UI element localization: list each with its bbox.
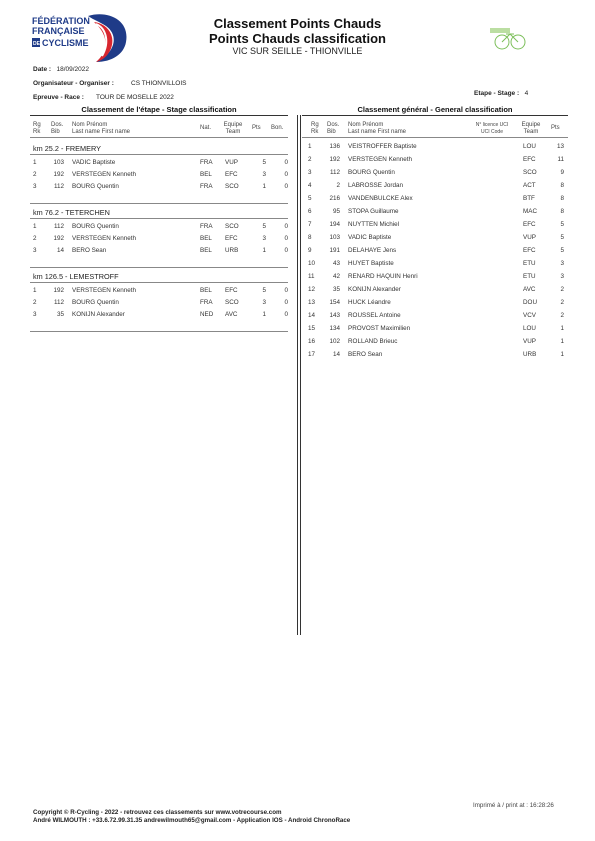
cell-bib: 35	[56, 311, 64, 318]
cell-rank: 1	[33, 159, 37, 166]
stage-label: Etape - Stage :	[474, 90, 520, 97]
sprint-end-rule	[30, 267, 288, 268]
cell-team: VCV	[523, 312, 536, 319]
cell-bib: 134	[329, 325, 340, 332]
stage-title-rule	[30, 115, 288, 116]
cell-pts: 9	[560, 169, 564, 176]
cell-rank: 3	[308, 169, 312, 176]
cell-name: STOPA Guillaume	[348, 208, 399, 215]
cell-name: VADIC Baptiste	[348, 234, 392, 241]
ffc-logo-line2: FRANÇAISE	[32, 26, 85, 36]
cell-name: BERO Sean	[72, 247, 107, 254]
cell-team: SCO	[225, 223, 239, 230]
sprint-end-rule	[30, 203, 288, 204]
cell-name: NUYTTEN Michiel	[348, 221, 400, 228]
column-divider	[297, 115, 298, 635]
cell-bon: 0	[284, 299, 288, 306]
cell-name: KONIJN Alexander	[72, 311, 125, 318]
cell-name: HUCK Léandre	[348, 299, 391, 306]
cell-pts: 3	[560, 273, 564, 280]
title-en: Points Chauds classification	[209, 31, 386, 46]
cell-pts: 5	[262, 287, 266, 294]
cell-team: VUP	[523, 338, 536, 345]
general-header-team: Equipe Team	[521, 122, 541, 135]
cell-bib: 192	[53, 235, 64, 242]
cell-name: PROVOST Maximilien	[348, 325, 411, 332]
cell-nat: FRA	[200, 299, 213, 306]
cell-name: VERSTEGEN Kenneth	[348, 156, 413, 163]
stage-header-bib: Dos. Bib	[51, 122, 64, 135]
race-value: TOUR DE MOSELLE 2022	[96, 94, 174, 101]
cell-pts: 3	[262, 235, 266, 242]
cell-pts: 11	[557, 156, 564, 163]
date-row	[33, 66, 89, 73]
ffc-logo-de: DE	[33, 41, 40, 47]
general-classification-title: Classement général - General classification	[357, 105, 513, 114]
cell-pts: 5	[560, 234, 564, 241]
cell-team: BTF	[523, 195, 535, 202]
cell-bib: 194	[329, 221, 340, 228]
cell-bib: 2	[336, 182, 340, 189]
sprint-end-rule	[30, 331, 288, 332]
general-header-licence: N° licence UCI UCI Code	[475, 122, 509, 135]
cell-rank: 5	[308, 195, 312, 202]
cell-team: EFC	[225, 287, 238, 294]
cell-bon: 0	[284, 247, 288, 254]
cell-bon: 0	[284, 287, 288, 294]
cell-nat: BEL	[200, 171, 212, 178]
cell-name: VADIC Baptiste	[72, 159, 116, 166]
cell-rank: 1	[308, 143, 312, 150]
cell-pts: 13	[556, 143, 564, 150]
cell-pts: 5	[262, 159, 266, 166]
cell-pts: 8	[560, 208, 564, 215]
cell-name: VERSTEGEN Kenneth	[72, 171, 137, 178]
race-logo	[486, 26, 530, 52]
date-label: Date :	[33, 66, 52, 73]
cell-nat: BEL	[200, 287, 212, 294]
cell-nat: FRA	[200, 223, 213, 230]
cell-rank: 6	[308, 208, 312, 215]
cell-name: BOURG Quentin	[72, 183, 119, 190]
cell-team: EFC	[523, 156, 536, 163]
cell-nat: FRA	[200, 183, 213, 190]
cell-name: HUYET Baptiste	[348, 260, 394, 267]
cell-rank: 4	[308, 182, 312, 189]
race-label: Epreuve - Race :	[33, 94, 84, 101]
cell-pts: 5	[560, 221, 564, 228]
cell-rank: 17	[308, 351, 316, 358]
contact: André WILMOUTH : +33.6.72.99.31.35 andrewilmouth65@gmail.com - Application IOS - Android ChronoRace	[33, 817, 351, 824]
cell-team: ACT	[523, 182, 536, 189]
general-header-bib: Dos. Bib	[327, 122, 340, 135]
cell-pts: 1	[262, 247, 266, 254]
cell-bib: 103	[53, 159, 64, 166]
cell-bib: 136	[329, 143, 340, 150]
cell-pts: 3	[262, 299, 266, 306]
ffc-logo-line1: FÉDÉRATION	[32, 16, 90, 26]
general-title-rule	[302, 115, 568, 116]
cell-team: VUP	[225, 159, 238, 166]
stage-header-name: Nom Prénom Last name First name	[72, 122, 131, 135]
stage-classification-title: Classement de l'étape - Stage classification	[81, 105, 237, 114]
cell-rank: 1	[33, 223, 37, 230]
general-header-name: Nom Prénom Last name First name	[348, 122, 407, 135]
cell-nat: NED	[200, 311, 214, 318]
cell-name: VEISTROFFER Baptiste	[348, 143, 417, 150]
cell-rank: 10	[308, 260, 316, 267]
cell-team: EFC	[523, 247, 536, 254]
cell-team: AVC	[225, 311, 238, 318]
cell-bib: 154	[329, 299, 340, 306]
stage-header-pts: Pts	[252, 125, 261, 131]
cell-rank: 9	[308, 247, 312, 254]
cell-rank: 8	[308, 234, 312, 241]
cell-bib: 112	[53, 299, 64, 306]
cell-name: BOURG Quentin	[348, 169, 395, 176]
ffc-logo	[30, 12, 132, 64]
stage-value: 4	[524, 90, 529, 97]
organiser-label: Organisateur - Organiser :	[33, 80, 114, 87]
copyright: Copyright © R-Cycling - 2022 - retrouvez ces classements sur www.votrecourse.com	[33, 809, 282, 816]
cell-bib: 95	[332, 208, 340, 215]
cell-rank: 14	[308, 312, 316, 319]
ffc-logo-line3: CYCLISME	[42, 38, 89, 48]
cell-pts: 1	[262, 311, 266, 318]
cell-team: URB	[225, 247, 239, 254]
cell-bib: 191	[329, 247, 340, 254]
cell-name: BOURG Quentin	[72, 223, 119, 230]
cell-name: LABROSSE Jordan	[348, 182, 403, 189]
cell-pts: 1	[560, 338, 564, 345]
cell-team: AVC	[523, 286, 536, 293]
cell-rank: 2	[33, 171, 37, 178]
cell-team: EFC	[225, 171, 238, 178]
cell-name: BERO Sean	[348, 351, 383, 358]
cell-bon: 0	[284, 183, 288, 190]
stage-header-team: Equipe Team	[223, 122, 243, 135]
cell-team: SCO	[523, 169, 537, 176]
cell-pts: 5	[560, 247, 564, 254]
cell-name: BOURG Quentin	[72, 299, 119, 306]
cell-name: ROUSSEL Antoine	[348, 312, 401, 319]
cell-bib: 192	[53, 287, 64, 294]
cell-bon: 0	[284, 171, 288, 178]
cell-bib: 143	[329, 312, 340, 319]
cell-pts: 8	[560, 195, 564, 202]
cell-team: MAC	[523, 208, 537, 215]
title-fr: Classement Points Chauds	[213, 16, 382, 31]
cell-bib: 42	[332, 273, 340, 280]
cell-pts: 2	[560, 299, 564, 306]
cell-name: RENARD HAQUIN Henri	[348, 273, 418, 280]
cell-pts: 2	[560, 312, 564, 319]
cell-rank: 13	[308, 299, 316, 306]
stage-row	[474, 90, 528, 97]
cell-bib: 112	[53, 183, 64, 190]
cell-rank: 1	[33, 287, 37, 294]
cell-pts: 1	[262, 183, 266, 190]
cell-rank: 3	[33, 311, 37, 318]
route: VIC SUR SEILLE - THIONVILLE	[232, 46, 363, 56]
cell-rank: 12	[308, 286, 316, 293]
cell-name: VANDENBULCKE Alex	[348, 195, 413, 202]
sprint-label: km 126.5 - LEMESTROFF	[33, 272, 119, 281]
cell-team: ETU	[523, 260, 536, 267]
column-divider-2	[300, 115, 301, 635]
cell-nat: BEL	[200, 235, 212, 242]
cell-team: URB	[523, 351, 537, 358]
cell-bib: 35	[332, 286, 340, 293]
cell-team: LOU	[523, 325, 536, 332]
cell-name: DELAHAYE Jens	[348, 247, 397, 254]
cell-pts: 3	[560, 260, 564, 267]
cell-rank: 16	[308, 338, 316, 345]
cell-team: SCO	[225, 183, 239, 190]
general-header-rank: Rg Rk	[311, 122, 319, 135]
cell-bib: 216	[329, 195, 340, 202]
cell-rank: 3	[33, 247, 37, 254]
cell-team: EFC	[523, 221, 536, 228]
cell-rank: 2	[33, 235, 37, 242]
cell-rank: 7	[308, 221, 312, 228]
cell-nat: FRA	[200, 159, 213, 166]
cell-bon: 0	[284, 223, 288, 230]
sprint-rule	[30, 282, 288, 283]
date-value: 18/09/2022	[56, 66, 90, 73]
cell-nat: BEL	[200, 247, 212, 254]
cell-pts: 1	[560, 351, 564, 358]
cell-bib: 112	[53, 223, 64, 230]
cell-bib: 43	[332, 260, 340, 267]
general-header-pts: Pts	[551, 125, 560, 131]
sprint-rule	[30, 154, 288, 155]
cell-pts: 5	[262, 223, 266, 230]
cell-name: ROLLAND Brieuc	[348, 338, 398, 345]
cell-bib: 102	[329, 338, 340, 345]
cell-rank: 15	[308, 325, 316, 332]
cell-pts: 2	[560, 286, 564, 293]
cell-team: DOU	[523, 299, 537, 306]
cell-bib: 103	[329, 234, 340, 241]
cell-pts: 3	[262, 171, 266, 178]
cell-bib: 14	[332, 351, 340, 358]
sprint-rule	[30, 218, 288, 219]
sprint-label: km 76.2 - TETERCHEN	[33, 208, 110, 217]
stage-header-rule	[30, 137, 288, 138]
cell-bib: 14	[56, 247, 64, 254]
cell-rank: 2	[308, 156, 312, 163]
stage-header-rank: Rg Rk	[33, 122, 41, 135]
stage-header-bon: Bon.	[271, 125, 284, 131]
general-header-rule	[302, 137, 568, 138]
cell-team: SCO	[225, 299, 239, 306]
cell-rank: 2	[33, 299, 37, 306]
sprint-label: km 25.2 - FREMERY	[33, 144, 101, 153]
cell-rank: 3	[33, 183, 37, 190]
cell-bib: 192	[329, 156, 340, 163]
printed-at: Imprimé à / print at : 16:28:26	[473, 802, 554, 809]
cell-pts: 1	[560, 325, 564, 332]
cell-bon: 0	[284, 311, 288, 318]
cell-name: VERSTEGEN Kenneth	[72, 287, 137, 294]
cell-name: VERSTEGEN Kenneth	[72, 235, 137, 242]
cell-team: VUP	[523, 234, 536, 241]
organiser-value: CS THIONVILLOIS	[131, 80, 187, 87]
cell-name: KONIJN Alexander	[348, 286, 401, 293]
stage-header-nat: Nat.	[200, 125, 212, 131]
cell-team: LOU	[523, 143, 536, 150]
cell-bon: 0	[284, 159, 288, 166]
cell-bib: 112	[329, 169, 340, 176]
cell-bon: 0	[284, 235, 288, 242]
cell-bib: 192	[53, 171, 64, 178]
cell-team: EFC	[225, 235, 238, 242]
cell-team: ETU	[523, 273, 536, 280]
cell-pts: 8	[560, 182, 564, 189]
cell-rank: 11	[308, 273, 315, 280]
